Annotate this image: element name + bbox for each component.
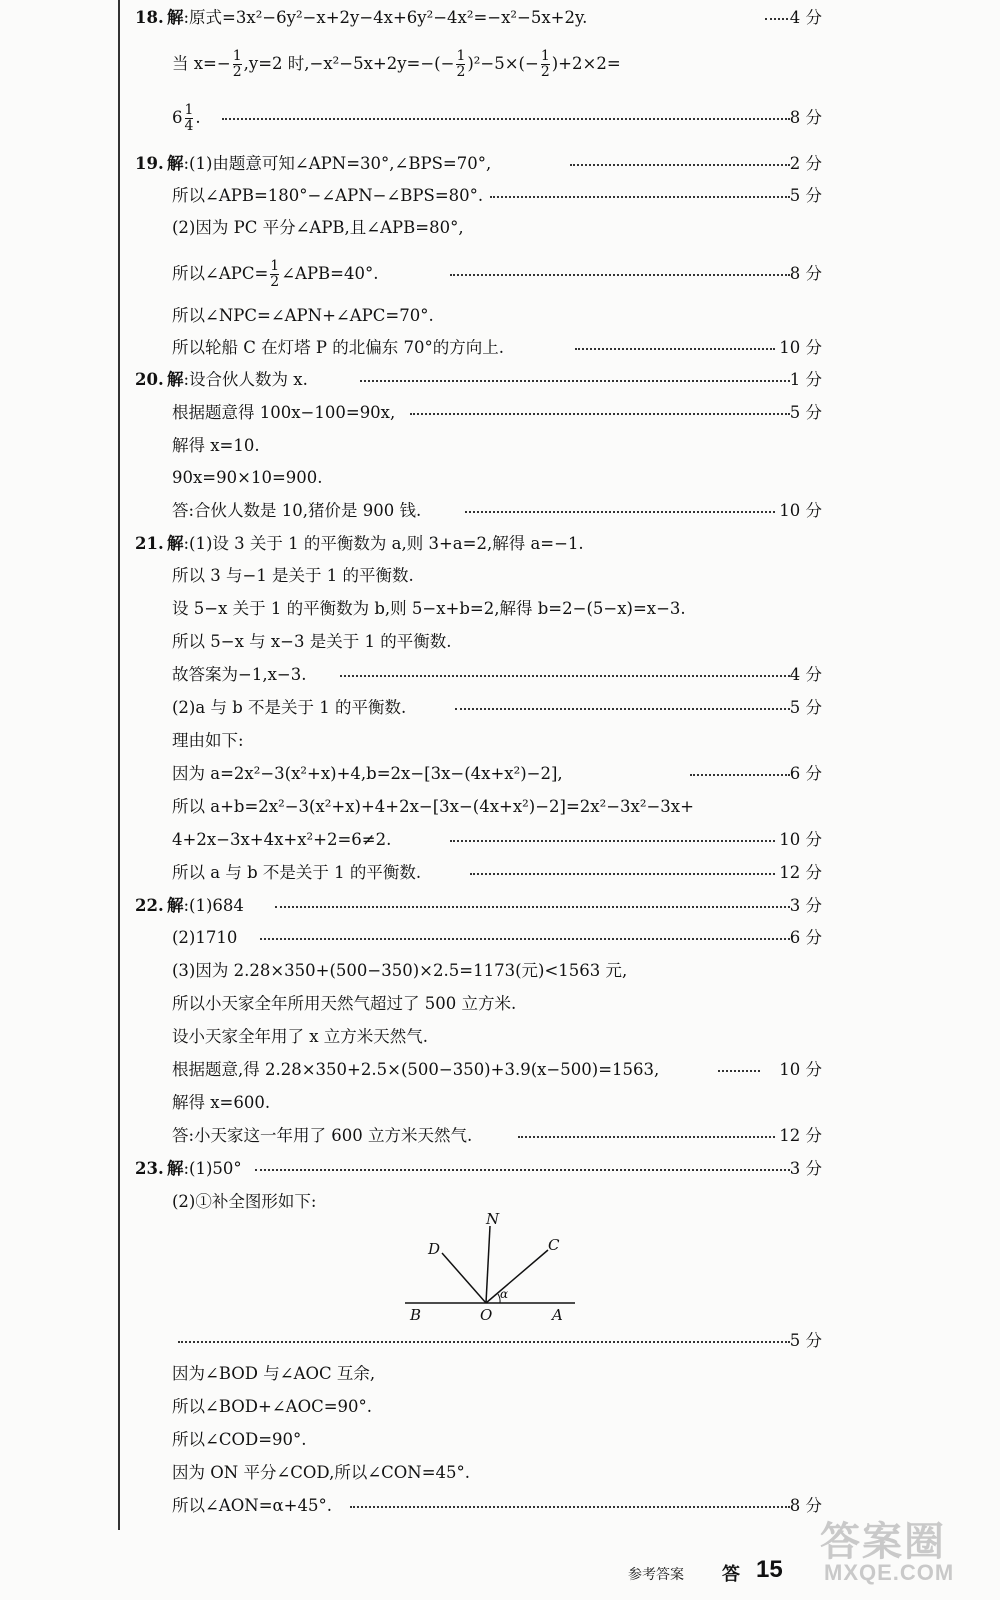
dot-leader (718, 1070, 760, 1072)
answer-text: 所以∠COD=90°. (172, 1430, 307, 1449)
watermark-line1: 答案圈 (820, 1520, 946, 1564)
answer-line (0, 1120, 1000, 1152)
answer-text: 根据题意得 100x−100=90x, (172, 403, 396, 422)
answer-line (0, 1153, 1000, 1185)
score: 2 分 (789, 154, 822, 173)
answer-text: (2)因为 PC 平分∠APB,且∠APB=80°, (172, 218, 464, 237)
answer-line (0, 212, 1000, 244)
dot-leader (570, 164, 790, 166)
score: 5 分 (789, 1331, 822, 1350)
score: 8 分 (789, 1496, 822, 1515)
answer-line (0, 560, 1000, 592)
answer-line (0, 988, 1000, 1020)
score: 1 分 (789, 370, 822, 389)
answer-text: 所以∠APC= $\frac{1}{2}$ ∠APB=40°. (172, 258, 379, 290)
answer-text: 所以轮船 C 在灯塔 P 的北偏东 70°的方向上. (172, 338, 504, 357)
dot-leader (450, 840, 775, 842)
answer-text: 因为 a=2x²−3(x²+x)+4,b=2x−[3x−(4x+x²)−2], (172, 764, 563, 783)
dot-leader (470, 873, 775, 875)
dot-leader (178, 1341, 790, 1343)
dot-leader (690, 774, 790, 776)
answer-text: (2)1710 (172, 928, 238, 947)
answer-text: 当 x=− $\frac{1}{2}$ ,y=2 时,−x²−5x+2y=−(− $\frac{1}{2}$ )²−5×(− $\frac{1}{2}$ )+2×2= (172, 48, 621, 80)
answer-line (0, 1424, 1000, 1456)
label-C: C (548, 1236, 560, 1254)
watermark-line2: MXQE.COM (824, 1560, 955, 1585)
answer-line (0, 824, 1000, 856)
label-B: B (410, 1306, 422, 1324)
dot-leader (410, 413, 790, 415)
answer-text: 解:原式=3x²−6y²−x+2y−4x+6y²−4x²=−x²−5x+2y. (167, 8, 588, 27)
answer-line (0, 791, 1000, 823)
dot-leader (260, 938, 790, 940)
answer-text: 所以小天家全年所用天然气超过了 500 立方米. (172, 994, 517, 1013)
answer-line (0, 626, 1000, 658)
score: 6 分 (789, 928, 822, 947)
answer-line (0, 48, 1000, 80)
answer-text: 解:(1)设 3 关于 1 的平衡数为 a,则 3+a=2,解得 a=−1. (167, 534, 584, 553)
score: 12 分 (779, 1126, 822, 1145)
answer-line (0, 1054, 1000, 1086)
score: 6 分 (789, 764, 822, 783)
answer-line (0, 148, 1000, 180)
answer-text: 所以∠AON=α+45°. (172, 1496, 332, 1515)
answer-line (0, 528, 1000, 560)
dot-leader (455, 708, 790, 710)
footer-answer-mark: 答 (722, 1564, 740, 1585)
score: 8 分 (789, 264, 822, 283)
dot-leader (490, 196, 790, 198)
answer-text: (3)因为 2.28×350+(500−350)×2.5=1173(元)<1563 元, (172, 961, 628, 980)
question-number: 23. (135, 1159, 164, 1178)
dot-leader (350, 1506, 790, 1508)
dot-leader (275, 906, 790, 908)
dot-leader (222, 118, 790, 120)
geometry-diagram (400, 1210, 600, 1325)
score: 4 分 (789, 665, 822, 684)
label-alpha: α (500, 1287, 509, 1301)
question-number: 22. (135, 896, 164, 915)
answer-line (0, 1325, 1000, 1357)
label-D: D (428, 1240, 441, 1258)
question-number: 21. (135, 534, 164, 553)
answer-line (0, 1087, 1000, 1119)
answer-line (0, 430, 1000, 462)
score: 4 分 (789, 8, 822, 27)
page-number: 15 (756, 1556, 783, 1583)
answer-text: 所以∠NPC=∠APN+∠APC=70°. (172, 306, 434, 325)
score: 3 分 (789, 896, 822, 915)
answer-line (0, 955, 1000, 987)
answer-line (0, 1021, 1000, 1053)
answer-line (0, 1391, 1000, 1423)
score: 10 分 (779, 338, 822, 357)
score: 5 分 (789, 403, 822, 422)
question-number: 20. (135, 370, 164, 389)
answer-text: 所以 a+b=2x²−3(x²+x)+4+2x−[3x−(4x+x²)−2]=2x²−3x²−3x+ (172, 797, 694, 816)
answer-line (0, 332, 1000, 364)
score: 10 分 (779, 1060, 822, 1079)
answer-text: (2)①补全图形如下: (172, 1192, 317, 1211)
dot-leader (575, 348, 775, 350)
answer-line (0, 725, 1000, 757)
answer-line (0, 2, 1000, 34)
answer-text: 因为 ON 平分∠COD,所以∠CON=45°. (172, 1463, 471, 1482)
score: 10 分 (779, 501, 822, 520)
answer-text: 理由如下: (172, 731, 244, 750)
score: 8 分 (789, 108, 822, 127)
answer-line (0, 890, 1000, 922)
answer-line (0, 593, 1000, 625)
answer-line (0, 462, 1000, 494)
question-number: 19. (135, 154, 164, 173)
label-N: N (486, 1210, 500, 1228)
score: 3 分 (789, 1159, 822, 1178)
answer-text: 故答案为−1,x−3. (172, 665, 307, 684)
answer-line (0, 659, 1000, 691)
score: 10 分 (779, 830, 822, 849)
answer-text: 解得 x=600. (172, 1093, 271, 1112)
answer-text: 所以∠BOD+∠AOC=90°. (172, 1397, 373, 1416)
score: 12 分 (779, 863, 822, 882)
answer-text: 解:(1)50° (167, 1159, 242, 1178)
dot-leader (340, 675, 790, 677)
answer-line (0, 758, 1000, 790)
question-number: 18. (135, 8, 164, 27)
answer-text: 所以 a 与 b 不是关于 1 的平衡数. (172, 863, 422, 882)
answer-text: 答:合伙人数是 10,猪价是 900 钱. (172, 501, 422, 520)
footer-label: 参考答案 (628, 1567, 684, 1583)
answer-line (0, 102, 1000, 134)
answer-line (0, 857, 1000, 889)
answer-text: 因为∠BOD 与∠AOC 互余, (172, 1364, 376, 1383)
answer-line (0, 692, 1000, 724)
answer-line (0, 1457, 1000, 1489)
label-O: O (480, 1306, 493, 1324)
answer-text: 解:(1)由题意可知∠APN=30°,∠BPS=70°, (167, 154, 492, 173)
answer-line (0, 180, 1000, 212)
answer-line (0, 495, 1000, 527)
answer-text: 解:(1)684 (167, 896, 244, 915)
answer-text: 6 $\frac{1}{4}$ . (172, 102, 201, 134)
answer-text: (2)a 与 b 不是关于 1 的平衡数. (172, 698, 407, 717)
answer-text: 所以 3 与−1 是关于 1 的平衡数. (172, 566, 414, 585)
dot-leader (255, 1169, 790, 1171)
answer-text: 所以 5−x 与 x−3 是关于 1 的平衡数. (172, 632, 452, 651)
answer-line (0, 397, 1000, 429)
answer-line (0, 300, 1000, 332)
answer-text: 90x=90×10=900. (172, 468, 323, 487)
dot-leader (450, 274, 790, 276)
dot-leader (360, 380, 790, 382)
answer-line (0, 364, 1000, 396)
answer-text: 设 5−x 关于 1 的平衡数为 b,则 5−x+b=2,解得 b=2−(5−x)=x−3. (172, 599, 686, 618)
dot-leader (765, 18, 788, 20)
answer-text: 所以∠APB=180°−∠APN−∠BPS=80°. (172, 186, 484, 205)
answer-text: 4+2x−3x+4x+x²+2=6≠2. (172, 830, 392, 849)
answer-text: 答:小天家这一年用了 600 立方米天然气. (172, 1126, 473, 1145)
label-A: A (552, 1306, 563, 1324)
answer-text: 解:设合伙人数为 x. (167, 370, 308, 389)
answer-line (0, 258, 1000, 290)
dot-leader (465, 511, 775, 513)
answer-text: 解得 x=10. (172, 436, 260, 455)
answer-line (0, 1358, 1000, 1390)
dot-leader (518, 1136, 775, 1138)
watermark (820, 1510, 980, 1592)
score: 5 分 (789, 698, 822, 717)
score: 5 分 (789, 186, 822, 205)
answer-text: 根据题意,得 2.28×350+2.5×(500−350)+3.9(x−500)=1563, (172, 1060, 660, 1079)
answer-line (0, 922, 1000, 954)
answer-text: 设小天家全年用了 x 立方米天然气. (172, 1027, 429, 1046)
